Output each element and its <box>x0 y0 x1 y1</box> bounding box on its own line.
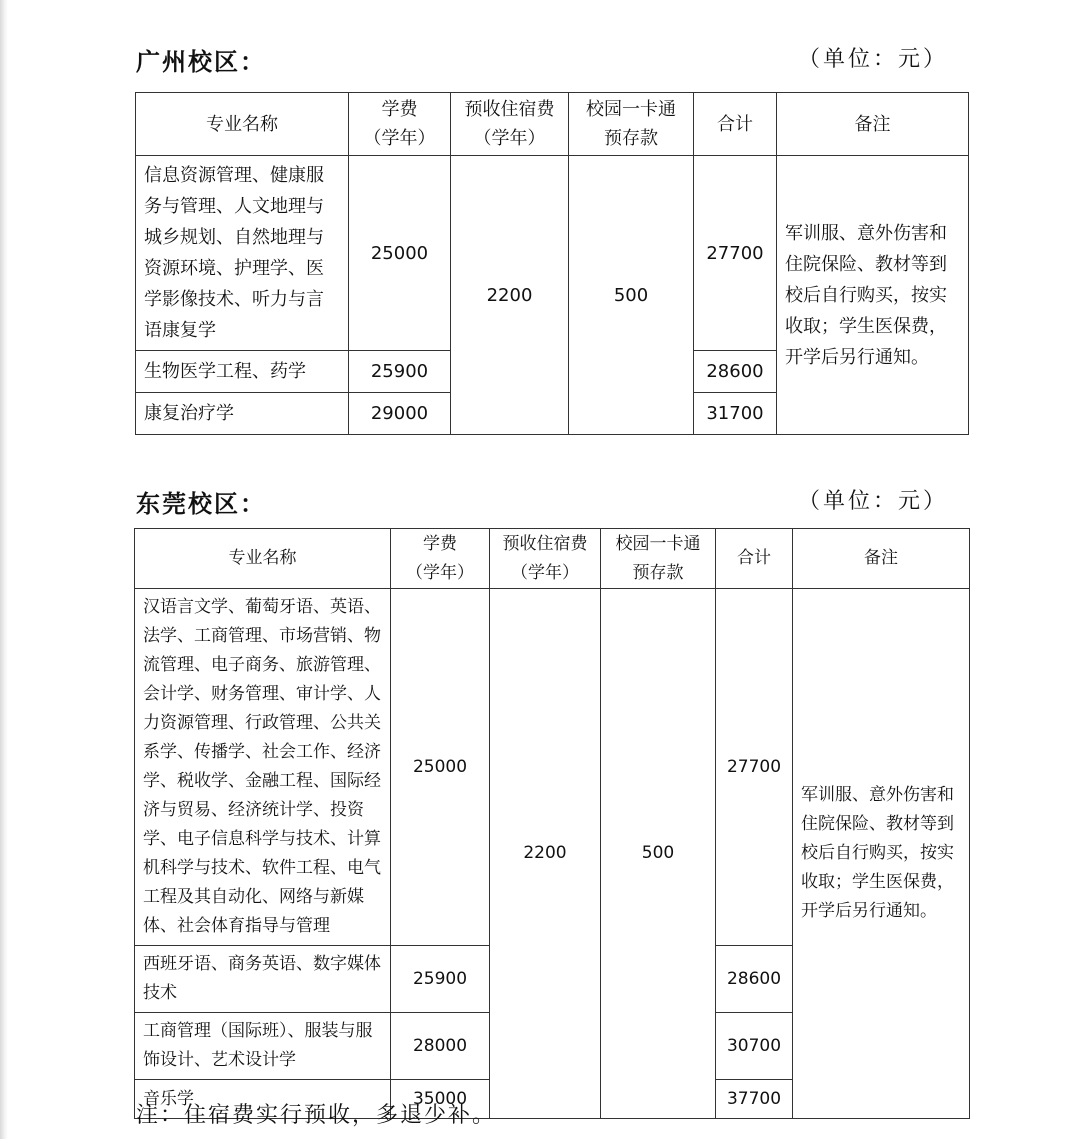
total-cell: 27700 <box>694 156 777 351</box>
header-remark: 备注 <box>777 93 969 156</box>
header-total: 合计 <box>694 93 777 156</box>
tuition-cell: 25900 <box>349 351 451 393</box>
tuition-cell: 25000 <box>349 156 451 351</box>
dongguan-unit-label: （单位：元） <box>797 489 948 514</box>
header-tuition: 学费 （学年） <box>391 529 490 589</box>
guangzhou-campus-title: 广州校区： <box>136 47 266 76</box>
header-major: 专业名称 <box>136 93 349 156</box>
dongguan-fee-table <box>134 528 970 1119</box>
header-dorm-fee: 预收住宿费 （学年） <box>490 529 601 589</box>
header-card-deposit: 校园一卡通 预存款 <box>569 93 694 156</box>
table-row <box>135 589 970 946</box>
dongguan-campus-title: 东莞校区： <box>136 489 266 518</box>
total-cell: 31700 <box>694 393 777 435</box>
page-edge-shadow <box>0 0 8 1139</box>
tuition-cell: 29000 <box>349 393 451 435</box>
card-deposit-cell: 500 <box>601 589 716 1119</box>
header-remark: 备注 <box>793 529 970 589</box>
dongguan-section-header <box>136 484 968 524</box>
total-cell: 28600 <box>694 351 777 393</box>
major-cell: 音乐学 <box>135 1080 391 1119</box>
dorm-fee-cell: 2200 <box>490 589 601 1119</box>
major-cell: 信息资源管理、健康服务与管理、人文地理与城乡规划、自然地理与资源环境、护理学、医学影像技术、听力与言语康复学 <box>136 156 349 351</box>
total-cell: 27700 <box>716 589 793 946</box>
table-header-row <box>136 93 969 156</box>
header-card-deposit: 校园一卡通 预存款 <box>601 529 716 589</box>
table-header-row <box>135 529 970 589</box>
major-cell: 康复治疗学 <box>136 393 349 435</box>
total-cell: 28600 <box>716 946 793 1013</box>
tuition-cell: 35000 <box>391 1080 490 1119</box>
remark-cell: 军训服、意外伤害和住院保险、教材等到校后自行购买，按实收取；学生医保费，开学后另行通知。 <box>777 156 969 435</box>
card-deposit-cell: 500 <box>569 156 694 435</box>
tuition-cell: 25900 <box>391 946 490 1013</box>
tuition-cell: 25000 <box>391 589 490 946</box>
header-tuition: 学费 （学年） <box>349 93 451 156</box>
header-total: 合计 <box>716 529 793 589</box>
total-cell: 37700 <box>716 1080 793 1119</box>
total-cell: 30700 <box>716 1013 793 1080</box>
dorm-fee-cell: 2200 <box>451 156 569 435</box>
tuition-cell: 28000 <box>391 1013 490 1080</box>
guangzhou-fee-table <box>135 92 969 435</box>
major-cell: 生物医学工程、药学 <box>136 351 349 393</box>
guangzhou-section-header <box>136 42 968 82</box>
major-cell: 西班牙语、商务英语、数字媒体技术 <box>135 946 391 1013</box>
major-cell: 工商管理（国际班）、服装与服饰设计、艺术设计学 <box>135 1013 391 1080</box>
major-cell: 汉语言文学、葡萄牙语、英语、法学、工商管理、市场营销、物流管理、电子商务、旅游管理、会计学、财务管理、审计学、人力资源管理、行政管理、公共关系学、传播学、社会工作、经济学、税收学、金融工程、国际经济与贸易、经济统计学、投资学、电子信息科学与技术、计算机科学与技术、软件工程、电气工程及其自动化、网络与新媒体、社会体育指导与管理 <box>135 589 391 946</box>
guangzhou-unit-label: （单位：元） <box>797 47 948 72</box>
header-major: 专业名称 <box>135 529 391 589</box>
remark-cell: 军训服、意外伤害和住院保险、教材等到校后自行购买，按实收取；学生医保费，开学后另行通知。 <box>793 589 970 1119</box>
header-dorm-fee: 预收住宿费 （学年） <box>451 93 569 156</box>
footnote: 注：住宿费实行预收，多退少补。 <box>136 1103 497 1128</box>
table-row <box>136 156 969 351</box>
